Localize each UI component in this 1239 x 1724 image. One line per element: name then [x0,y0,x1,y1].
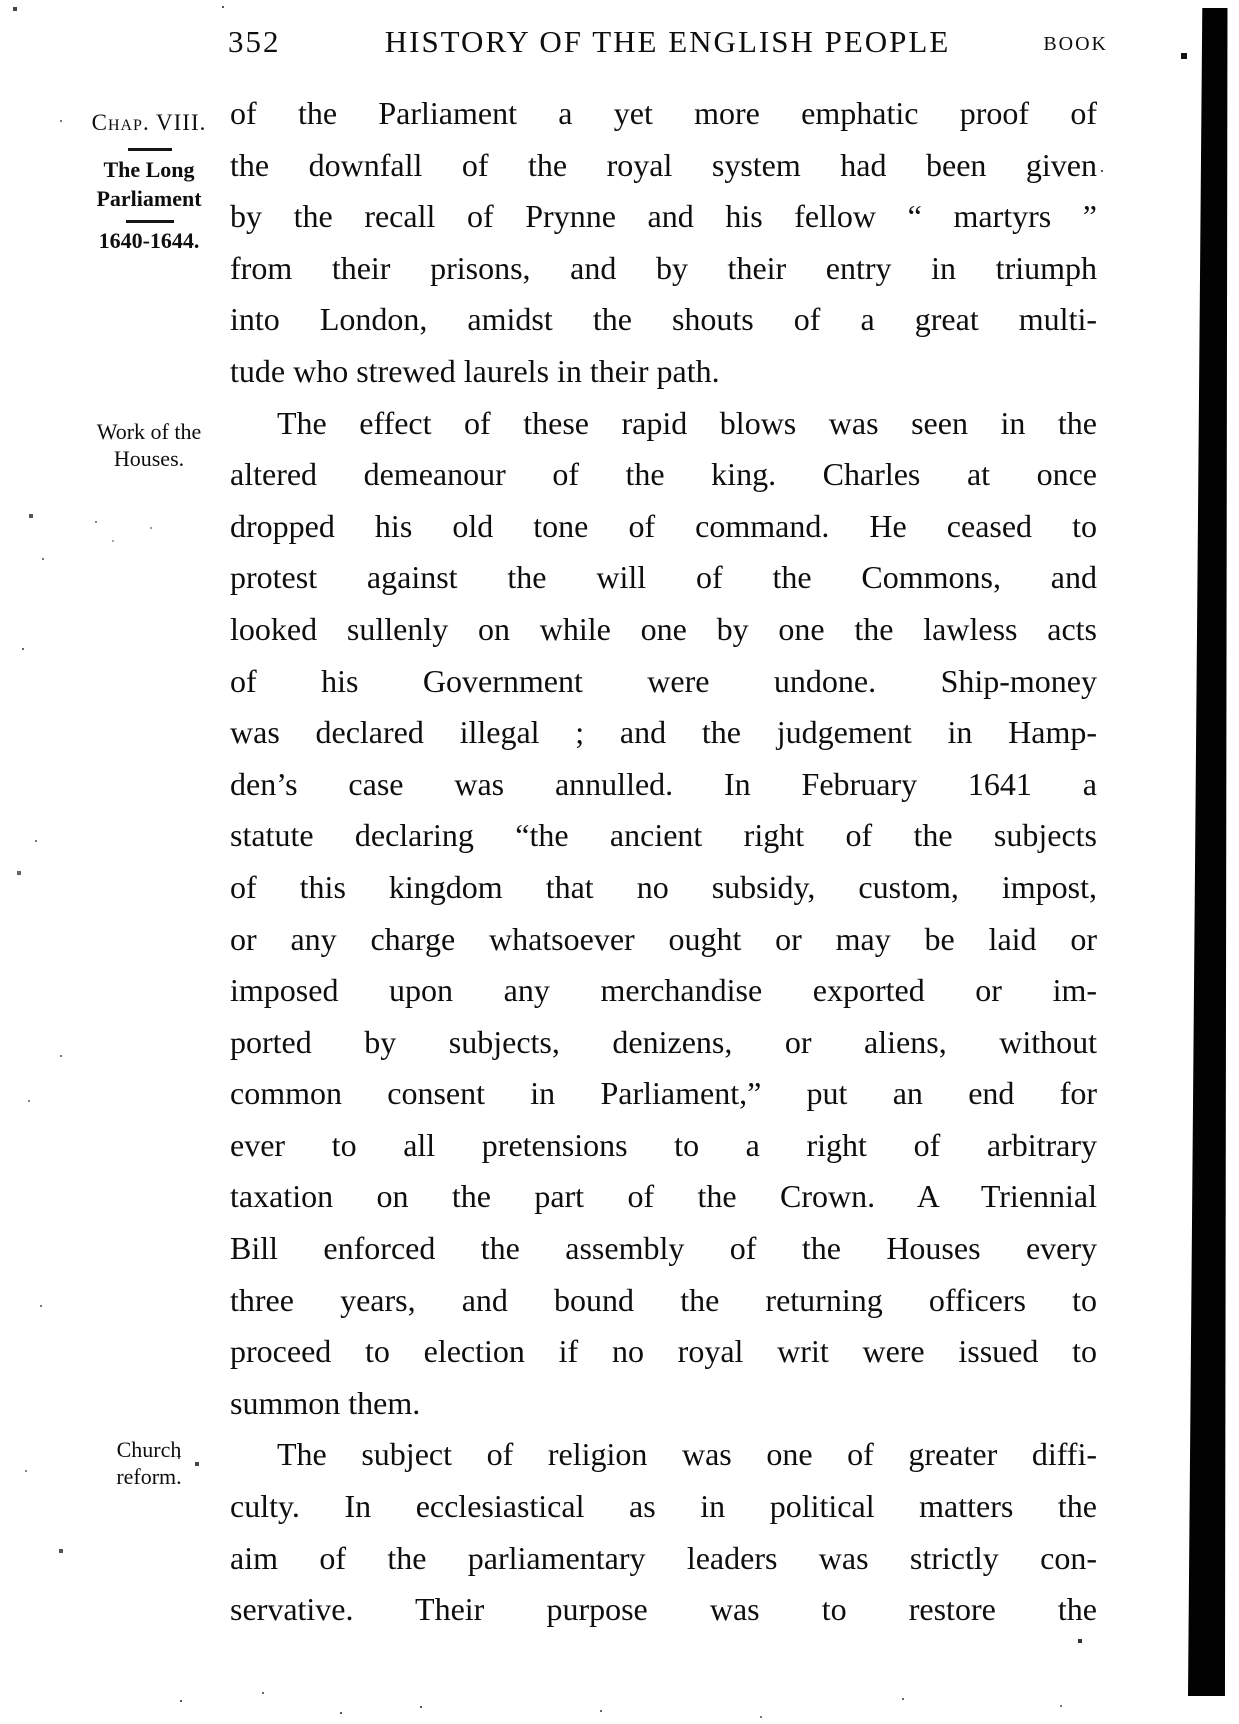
text-line: den’s case was annulled. In February 1641 a [230,765,1097,802]
scan-gutter-shadow [1188,8,1230,1696]
paragraph [230,88,1097,398]
text-line: by the recall of Prynne and his fellow “ martyrs ” [230,198,1097,235]
paragraph [230,1429,1097,1635]
margin-note-church-reform [63,1436,235,1490]
text-line: ported by subjects, denizens, or aliens, without [230,1023,1097,1060]
text-line: statute declaring “the ancient right of the subjects [230,817,1097,854]
text-line: dropped his old tone of command. He ceased to [230,507,1097,544]
margin-note-line: reform. [116,1464,182,1489]
text-line: or any charge whatsoever ought or may be laid or [230,920,1097,957]
margin-note-line: The Long [103,157,195,182]
text-line: aim of the parliamentary leaders was strictly con- [230,1539,1097,1576]
text-line: of the Parliament a yet more emphatic proof of [230,95,1097,131]
text-line: of his Government were undone. Ship-money [230,662,1097,699]
margin-note-long-parliament [63,155,235,213]
margin-note-line: Work of the [96,419,202,444]
running-title: HISTORY OF THE ENGLISH PEOPLE [384,24,951,59]
text-line: imposed upon any merchandise exported or im- [230,972,1097,1009]
text-line: summon them. [230,1384,421,1421]
body-text [230,88,1097,1636]
book-label: BOOK [1043,33,1108,55]
margin-note-dates: 1640-1644. [98,228,200,253]
margin-note-line: Church [116,1437,182,1462]
text-line: The effect of these rapid blows was seen in the [277,404,1097,441]
text-line: was declared illegal ; and the judgement in Hamp- [230,714,1097,751]
text-line: common consent in Parliament,” put an end for [230,1075,1097,1112]
margin-note-line: Parliament [96,186,202,211]
page-number: 352 [228,24,281,59]
text-line: the downfall of the royal system had been given [230,146,1097,183]
paragraph [230,398,1097,1430]
margin-note-line: Houses. [113,446,185,471]
text-line: altered demeanour of the king. Charles at once [230,456,1097,493]
text-line: taxation on the part of the Crown. A Triennial [230,1178,1097,1215]
text-line: protest against the will of the Commons, and [230,559,1097,596]
text-line: looked sullenly on while one by one the lawless acts [230,610,1097,647]
text-line: servative. Their purpose was to restore the [230,1591,1097,1628]
text-line: of this kingdom that no subsidy, custom, impost, [230,868,1097,905]
margin-note-work-of-houses [63,418,235,472]
margin-rule [128,148,172,151]
text-line: three years, and bound the returning officers to [230,1281,1097,1318]
text-line: Bill enforced the assembly of the Houses every [230,1230,1097,1267]
text-line: from their prisons, and by their entry in triumph [230,249,1097,286]
text-line: into London, amidst the shouts of a great multi- [230,301,1097,338]
margin-rule [126,220,174,223]
text-line: tude who strewed laurels in their path. [230,352,720,389]
text-line: ever to all pretensions to a right of arbitrary [230,1126,1097,1163]
chapter-heading: Chap. VIII. [91,110,207,135]
text-line: The subject of religion was one of greater diffi- [277,1436,1097,1473]
text-line: culty. In ecclesiastical as in political matters the [230,1488,1097,1525]
text-line: proceed to election if no royal writ were issued to [230,1333,1097,1370]
scan-noise-specks [0,0,2,2]
